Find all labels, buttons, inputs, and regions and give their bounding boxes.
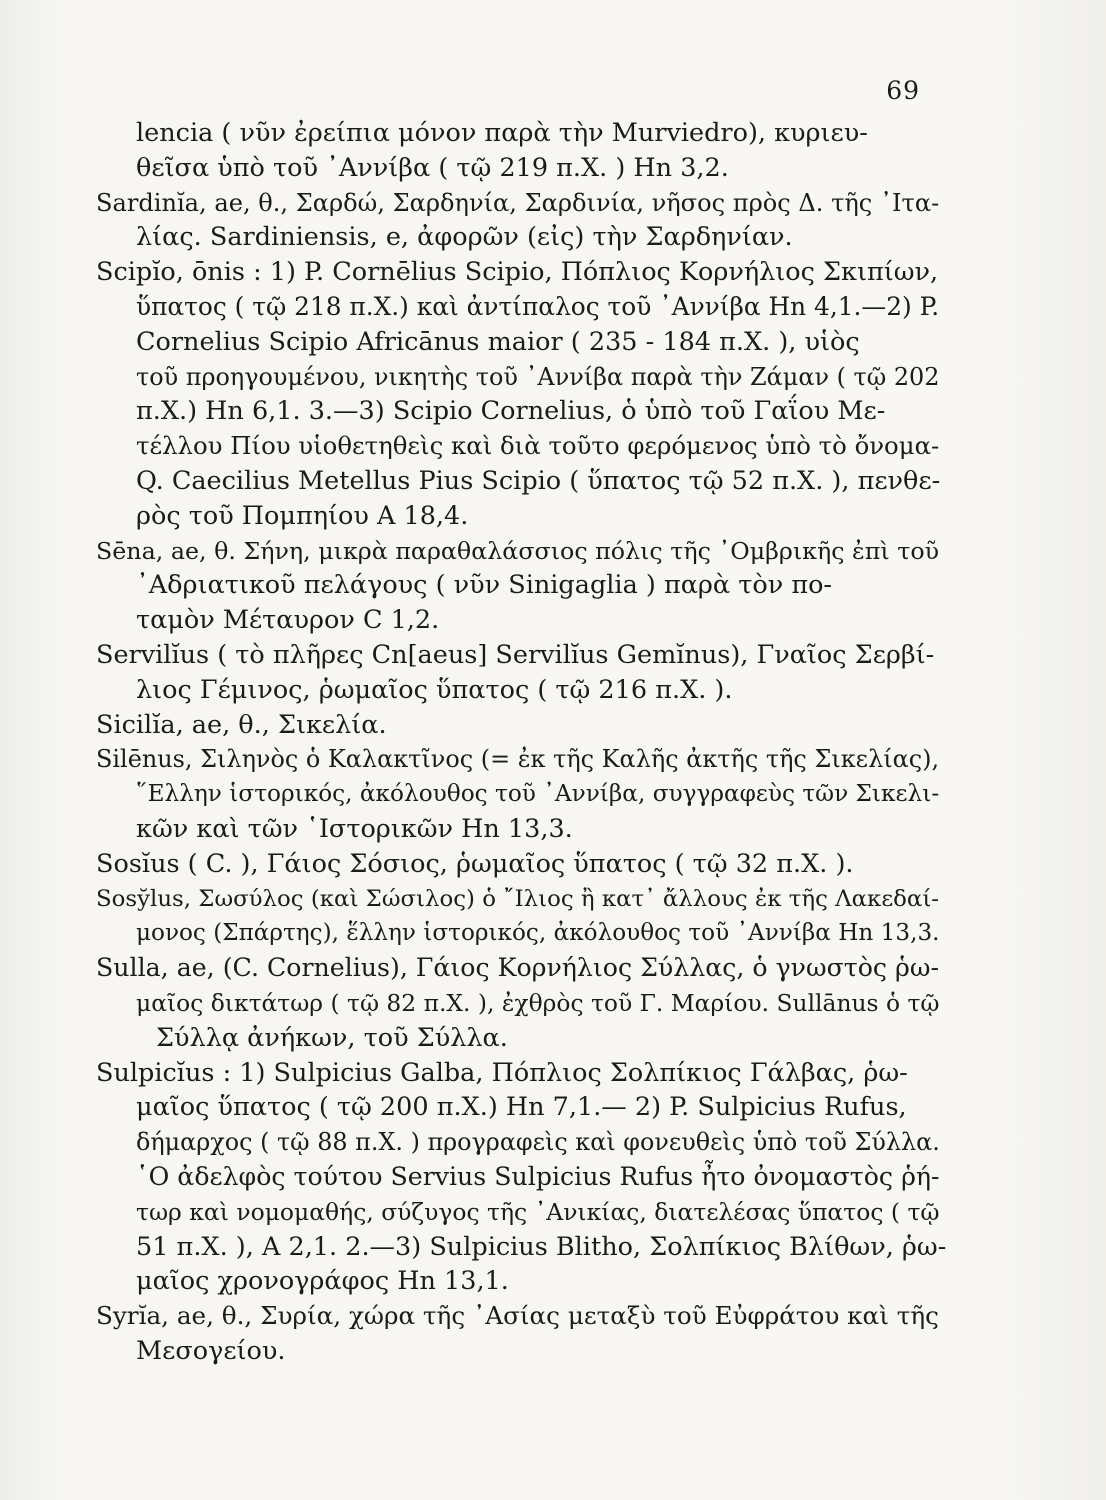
entry-line: λιος Γέμινος, ῥωμαῖος ὕπατος ( τῷ 216 π.Χ. ). <box>136 674 733 705</box>
entry-line: τέλλου Πίου υἱοθετηθεὶς καὶ διὰ τοῦτο φερόμενος ὑπὸ τὸ ὄνομα- <box>136 431 940 461</box>
entry-line: τοῦ προηγουμένου, νικητὴς τοῦ ᾿Αννίβα παρὰ τὴν Ζάμαν ( τῷ 202 <box>136 362 940 391</box>
entry-line: Q. Caecilius Metellus Pius Scipio ( ὕπατος τῷ 52 π.Χ. ), πενθε- <box>136 465 941 496</box>
entry-line: τωρ καὶ νομομαθής, σύζυγος τῆς ᾿Ανικίας, διατελέσας ὕπατος ( τῷ <box>136 1197 940 1226</box>
entry-line: 51 π.Χ. ), A 2,1. 2.—3) Sulpicius Blitho, Σολπίκιος Βλίθων, ῥω- <box>136 1231 947 1262</box>
entry-headword-line: Sicilĭa, ae, θ., Σικελία. <box>96 709 387 740</box>
entry-headword-line: Silēnus, Σιληνὸς ὁ Καλακτῖνος (= ἐκ τῆς Καλῆς ἀκτῆς τῆς Σικελίας), <box>96 745 940 774</box>
entry-line: μονος (Σπάρτης), ἕλλην ἱστορικός, ἀκόλουθος τοῦ ᾿Αννίβα Hn 13,3. <box>136 920 940 947</box>
entry-line: Σύλλᾳ ἀνήκων, τοῦ Σύλλα. <box>156 1022 508 1053</box>
entry-headword-line: Sosy̆lus, Σωσύλος (καὶ Σώσιλος) ὁ ῎Ιλιος ἢ κατ᾿ ἄλλους ἐκ τῆς Λακεδαί- <box>96 885 940 912</box>
entry-headword-line: Sardinĭa, ae, θ., Σαρδώ, Σαρδηνία, Σαρδινία, νῆσος πρὸς Δ. τῆς ᾿Ιτα- <box>96 188 940 217</box>
entry-line: κῶν καὶ τῶν ῾Ιστορικῶν Hn 13,3. <box>136 813 573 844</box>
entry-line: ὕπατος ( τῷ 218 π.Χ.) καὶ ἀντίπαλος τοῦ ᾿Αννίβα Hn 4,1.—2) P. <box>136 291 940 321</box>
entry-line: μαῖος χρονογράφος Hn 13,1. <box>136 1266 509 1297</box>
entry-line: ῾Ο ἀδελφὸς τούτου Servius Sulpicius Rufus ἦτο ὀνομαστὸς ῥή- <box>136 1161 940 1191</box>
entry-headword-line: Sosĭus ( C. ), Γάιος Σόσιος, ῥωμαῖος ὕπατος ( τῷ 32 π.Χ. ). <box>96 848 854 879</box>
entry-headword-line: Syrĭa, ae, θ., Συρία, χώρα τῆς ᾿Ασίας μεταξὺ τοῦ Εὐφράτου καὶ τῆς <box>96 1301 939 1331</box>
glossary-entries <box>96 116 948 1369</box>
entry-headword-line: Sēna, ae, θ. Σήνη, μικρὰ παραθαλάσσιος πόλις τῆς ᾿Ομβρικῆς ἐπὶ τοῦ <box>96 536 940 565</box>
entry-line: δήμαρχος ( τῷ 88 π.Χ. ) προγραφεὶς καὶ φονευθεὶς ὑπὸ τοῦ Σύλλα. <box>136 1128 940 1157</box>
entry-line: λίας. Sardiniensis, e, ἀφορῶν (εἰς) τὴν Σαρδηνίαν. <box>136 222 793 253</box>
page-number: 69 <box>886 76 920 105</box>
entry-line: ταμὸν Μέταυρον C 1,2. <box>136 605 440 636</box>
entry-line: Μεσογείου. <box>136 1335 286 1366</box>
entry-line: π.Χ.) Hn 6,1. 3.—3) Scipio Cornelius, ὁ ὑπὸ τοῦ Γαΐου Με- <box>136 396 886 427</box>
entry-line: ᾿Αδριατικοῦ πελάγους ( νῦν Sinigaglia ) παρὰ τὸν πο- <box>136 570 833 601</box>
entry-line: Cornelius Scipio Africānus maior ( 235 - 184 π.Χ. ), υἱὸς <box>136 326 860 357</box>
entry-headword-line: Servilĭus ( τὸ πλῆρες Cn[aeus] Servilĭus Gemĭnus), Γναῖος Σερβί- <box>96 639 935 670</box>
entry-line: μαῖος ὕπατος ( τῷ 200 π.Χ.) Hn 7,1.— 2) P. Sulpicius Rufus, <box>136 1092 907 1123</box>
entry-line: ρὸς τοῦ Πομπηίου A 18,4. <box>136 500 469 531</box>
entry-line: ῞Ελλην ἱστορικός, ἀκόλουθος τοῦ ᾿Αννίβα, συγγραφεὺς τῶν Σικελι- <box>136 780 940 808</box>
entry-line: lencia ( νῦν ἐρείπια μόνον παρὰ τὴν Murviedro), κυριευ- <box>136 118 868 148</box>
entry-line: θεῖσα ὑπὸ τοῦ ᾿Αννίβα ( τῷ 219 π.Χ. ) Hn 3,2. <box>136 152 729 183</box>
entry-headword-line: Sulpicĭus : 1) Sulpicius Galba, Πόπλιος Σολπίκιος Γάλβας, ῥω- <box>96 1057 908 1088</box>
entry-line: μαῖος δικτάτωρ ( τῷ 82 π.Χ. ), ἐχθρὸς τοῦ Γ. Μαρίου. Sullānus ὁ τῷ <box>136 988 940 1017</box>
entry-headword-line: Scipĭo, ōnis : 1) P. Cornēlius Scipio, Πόπλιος Κορνήλιος Σκιπίων, <box>96 257 939 288</box>
entry-headword-line: Sulla, ae, (C. Cornelius), Γάιος Κορνήλιος Σύλλας, ὁ γνωστὸς ῥω- <box>96 953 939 983</box>
